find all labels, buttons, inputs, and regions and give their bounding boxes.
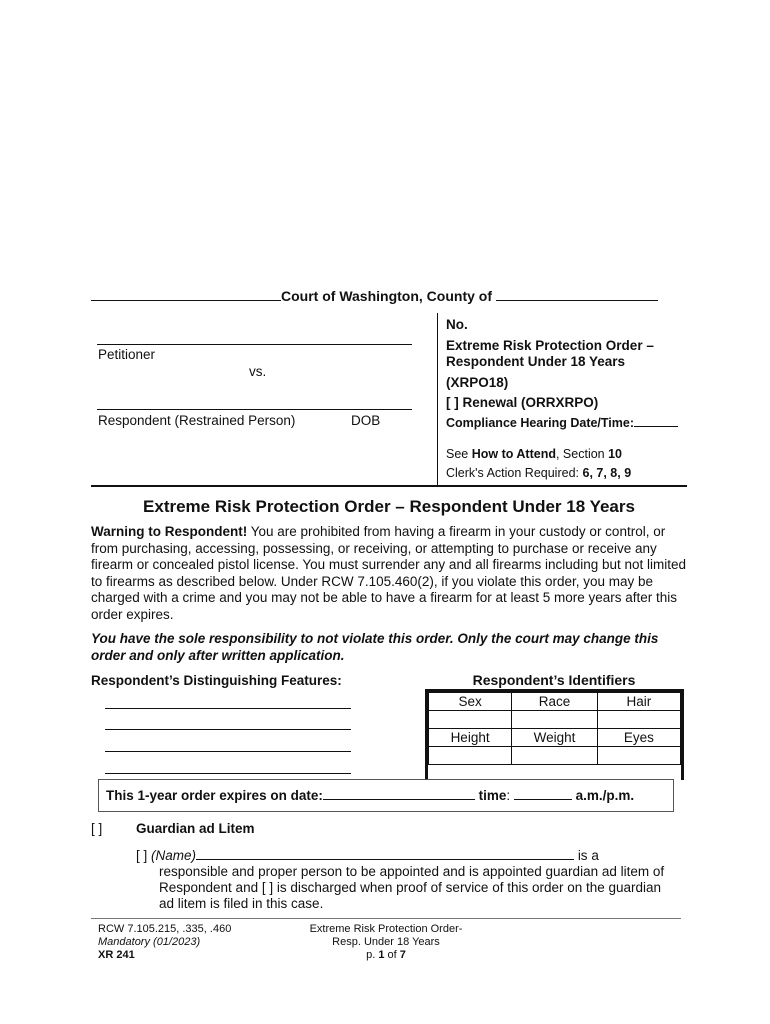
identifiers-frame [425, 689, 684, 780]
footer-page-total: 7 [399, 949, 406, 961]
county-blank[interactable] [496, 288, 658, 301]
footer-form-number: XR 241 [98, 949, 135, 961]
compliance-blank[interactable] [634, 414, 678, 427]
expiry-time-label: time [478, 788, 507, 803]
expiry-time-blank[interactable] [514, 787, 572, 800]
features-label: Respondent’s Distinguishing Features: [91, 673, 342, 688]
court-heading: Court of Washington, County of [281, 288, 492, 304]
guardian-heading: Guardian ad Litem [136, 821, 255, 836]
petitioner-label: Petitioner [98, 347, 156, 362]
expiry-label: This 1-year order expires on date: [106, 788, 323, 803]
identifiers-title: Respondent’s Identifiers [472, 672, 636, 688]
guardian-body-2: Respondent and [ ] is discharged when proof of service of this order on the guardian [159, 880, 662, 895]
identifiers-header-row-2 [429, 729, 681, 747]
warning-label: Warning to Respondent! [91, 524, 248, 539]
expiry-colon: : [506, 788, 511, 803]
id-weight-label: Weight [512, 729, 598, 747]
expiry-date-blank[interactable] [323, 787, 475, 800]
see-suffix: , Section [555, 447, 605, 461]
guardian-name-blank[interactable] [196, 847, 574, 860]
footer-page-number: 1 [378, 949, 385, 961]
identifiers-table [428, 692, 681, 765]
id-race-value[interactable] [512, 711, 598, 729]
id-eyes-value[interactable] [597, 747, 680, 765]
id-eyes-label: Eyes [597, 729, 680, 747]
id-height-label: Height [429, 729, 512, 747]
clerk-prefix: Clerk's Action Required: [446, 466, 580, 480]
footer-left [98, 923, 231, 962]
expiry-ampm: a.m./p.m. [575, 788, 635, 803]
respondent-label: Respondent (Restrained Person) [98, 413, 296, 428]
court-line [91, 288, 681, 304]
footer-page-prefix: p. [366, 949, 376, 961]
id-hair-value[interactable] [597, 711, 680, 729]
footer-rcw: RCW 7.105.215, .335, .460 [98, 923, 232, 935]
see-section-number: 10 [608, 447, 623, 461]
vs-label: vs. [249, 364, 267, 379]
compliance-label: Compliance Hearing Date/Time: [446, 416, 635, 430]
footer-center-line1: Extreme Risk Protection Order- [309, 923, 463, 935]
guardian-checkbox[interactable]: [ ] [91, 821, 103, 836]
features-line-2[interactable] [105, 729, 351, 730]
guardian-name-checkbox[interactable]: [ ] [136, 848, 148, 863]
identifiers-header-row-1 [429, 693, 681, 711]
responsibility-note: You have the sole responsibility to not violate this order. Only the court may change this order and only after written application. [91, 631, 659, 663]
footer-page-of: of [387, 949, 397, 961]
see-row [446, 447, 622, 461]
guardian-name-row [136, 847, 599, 863]
warning-text: You are prohibited from having a firearm in your custody or control, or from purchasing, accessing, possessing, or receiving, or attempting to purchase or receive any firearm or concealed pistol license. You must surrender any and all firearms including but not limited to firearms as described below. Under RCW 7.105.460(2), if you violate this order, you may be charged with a crime and you may not be able to have a firearm for at least 5 more years after this order expires. [91, 524, 687, 622]
id-hair-label: Hair [597, 693, 680, 711]
doc-code: (XRPO18) [446, 375, 509, 390]
guardian-is-a: is a [577, 848, 599, 863]
case-number-label: No. [446, 317, 468, 332]
renewal-checkbox[interactable]: [ ] [446, 395, 459, 410]
id-sex-label: Sex [429, 693, 512, 711]
court-blank[interactable] [91, 288, 281, 301]
see-how-to-attend: How to Attend [471, 447, 556, 461]
id-height-value[interactable] [429, 747, 512, 765]
features-line-1[interactable] [105, 708, 351, 709]
main-title: Extreme Risk Protection Order – Respondent Under 18 Years [143, 497, 635, 516]
caption-divider [437, 313, 438, 486]
renewal-label: Renewal (ORRXRPO) [462, 395, 599, 410]
footer-center [286, 923, 486, 962]
warning-paragraph [91, 524, 687, 623]
footer-center-line2: Resp. Under 18 Years [332, 936, 440, 948]
footer-mandatory: Mandatory (01/2023) [98, 936, 201, 948]
id-race-label: Race [512, 693, 598, 711]
caption-bottom-rule [91, 485, 687, 487]
guardian-name-label: (Name) [151, 848, 197, 863]
footer-page [286, 949, 486, 962]
id-sex-value[interactable] [429, 711, 512, 729]
doc-title-line2: Respondent Under 18 Years [446, 354, 626, 369]
identifiers-value-row-1 [429, 711, 681, 729]
features-line-4[interactable] [105, 773, 351, 774]
respondent-line[interactable] [97, 409, 412, 410]
clerk-row [446, 466, 631, 480]
renewal-row [446, 395, 598, 410]
footer-rule [91, 918, 681, 919]
expiry-box [98, 779, 674, 812]
guardian-body-3: ad litem is filed in this case. [159, 896, 324, 911]
doc-title-line1: Extreme Risk Protection Order – [446, 338, 654, 353]
compliance-row [446, 414, 678, 430]
clerk-sections: 6, 7, 8, 9 [582, 466, 632, 480]
identifiers-value-row-2 [429, 747, 681, 765]
guardian-body-1: responsible and proper person to be appointed and is appointed guardian ad litem of [159, 864, 665, 879]
petitioner-line[interactable] [97, 344, 412, 345]
dob-label: DOB [351, 413, 381, 428]
id-weight-value[interactable] [512, 747, 598, 765]
see-prefix: See [446, 447, 469, 461]
features-line-3[interactable] [105, 751, 351, 752]
